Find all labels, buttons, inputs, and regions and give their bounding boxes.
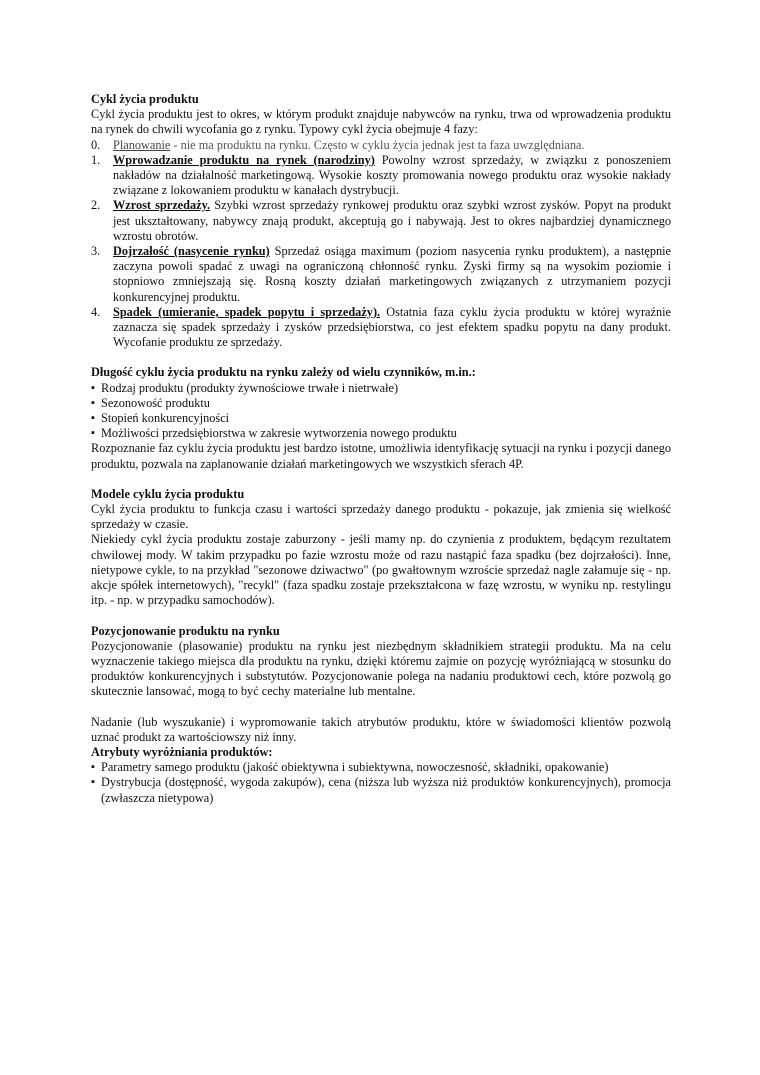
spacer — [91, 472, 671, 487]
phase-label: Planowanie — [113, 137, 171, 152]
list-item: ▪ Stopień konkurencyjności — [91, 411, 671, 426]
list-item: ▪ Możliwości przedsiębiorstwa w zakresie wytworzenia nowego produktu — [91, 426, 671, 441]
phase-item — [91, 138, 671, 153]
attribute-list — [91, 760, 671, 806]
phase-label: Wprowadzanie produktu na rynek (narodziny) — [113, 152, 375, 167]
phase-number: 2. — [91, 198, 101, 213]
phase-text: Sprzedaż osiąga maximum (poziom nasycenia rynku produktem), a następnie zaczyna powoli spadać z uwagi na ograniczoną chłonność rynku. Zyski firmy są na wysokim poziomie i stopniowo zmniejszają się. Rosną koszty działań marketingowych związanych z utrzymaniem pozycji konkurencyjnej produktu. — [113, 244, 671, 304]
lifecycle-intro: Cykl życia produktu jest to okres, w którym produkt znajduje nabywców na rynku, trwa od wprowadzenia produktu na rynek do chwili wycofania go z rynku. Typowy cykl życia obejmuje 4 fazy: — [91, 107, 671, 137]
phase-text: - nie ma produktu na rynku. Często w cyklu życia jednak jest ta faza uwzględniana. — [170, 137, 585, 152]
phase-number: 1. — [91, 152, 101, 167]
list-item: ▪ Rodzaj produktu (produkty żywnościowe trwałe i nietrwałe) — [91, 381, 671, 396]
section-title-positioning: Pozycjonowanie produktu na rynku — [91, 623, 280, 638]
list-item: ▪ Sezonowość produktu — [91, 396, 671, 411]
phase-list — [91, 138, 671, 351]
section-title-models: Modele cyklu życia produktu — [91, 486, 245, 501]
attributes-title: Atrybuty wyróżniania produktów: — [91, 744, 273, 759]
phase-label: Dojrzałość (nasycenie rynku) — [113, 244, 270, 259]
section-title-factors: Długość cyklu życia produktu na rynku zależy od wielu czynników, m.in.: — [91, 365, 476, 380]
positioning-paragraph-1: Pozycjonowanie (plasowanie) produktu na rynku jest niezbędnym składnikiem strategii produktu. Ma na celu wyznaczenie takiego miejsca dla produktu na rynku, dzięki któremu zajmie on pozycję wyróżniającą w stosunku do produktów konkurencyjnych i substytutów. Pozycjonowanie polega na nadaniu produktowi cech, które pozwolą go skutecznie lansować, mogą to być cechy materialne lub mentalne. — [91, 638, 671, 699]
factor-list — [91, 381, 671, 442]
phase-number: 4. — [91, 304, 101, 319]
phase-text: Szybki wzrost sprzedaży rynkowej produktu oraz szybki wzrost zysków. Popyt na produkt jest ukształtowany, nabywcy znają produkt, akceptują go i nabywają. Jest to okres najbardziej dynamicznego wzrostu obrotów. — [113, 198, 671, 243]
positioning-paragraph-2: Nadanie (lub wyszukanie) i wypromowanie takich atrybutów produktu, które w świadomości klientów pozwolą uznać produkt za wartościowszy niż inny. — [91, 714, 671, 744]
phase-label: Spadek (umieranie, spadek popytu i sprzedaży). — [113, 304, 381, 319]
document-page — [91, 92, 671, 806]
phase-text: Powolny wzrost sprzedaży, w związku z ponoszeniem nakładów na działalność marketingową. Wysokie koszty promowania nowego produktu oraz wysokie nakłady związane z lokowaniem produktu w kanałach dystrybucji. — [113, 152, 672, 198]
list-item: ▪ Parametry samego produktu (jakość obiektywna i subiektywna, nowoczesność, składniki, opakowanie) — [91, 760, 671, 775]
phase-item — [91, 244, 671, 305]
phase-number: 3. — [91, 244, 101, 259]
spacer — [91, 350, 671, 365]
spacer — [91, 700, 671, 715]
factors-summary: Rozpoznanie faz cyklu życia produktu jest bardzo istotne, umożliwia identyfikację sytuacji na rynku i pozycji danego produktu, pozwala na zaplanowanie działań marketingowych we wszystkich sferach 4P. — [91, 441, 671, 471]
models-paragraph-2: Niekiedy cykl życia produktu zostaje zaburzony - jeśli mamy np. do czynienia z produktem, będącym rezultatem chwilowej mody. W takim przypadku po fazie wzrostu może od razu nastąpić faza spadku (bez dojrzałości). Inne, nietypowe cykle, to na przykład "sezonowe dziwactwo" (po gwałtownym wzroście sprzedaż nagle załamuje się - np. akcje spółek internetowych), "recykl" (faza spadku zostaje przekształcona w fazę wzrostu, w wyniku np. restylingu itp. - np. w przypadku samochodów). — [91, 532, 671, 608]
phase-item — [91, 198, 671, 244]
list-item: ▪ Dystrybucja (dostępność, wygoda zakupów), cena (niższa lub wyższa niż produktów konkurencyjnych), promocja (zwłaszcza nietypowa) — [91, 775, 671, 805]
phase-number: 0. — [91, 137, 101, 152]
phase-item — [91, 305, 671, 351]
spacer — [91, 609, 671, 624]
phase-label: Wzrost sprzedaży. — [113, 198, 211, 213]
phase-item — [91, 153, 671, 199]
section-title-lifecycle: Cykl życia produktu — [91, 92, 199, 106]
models-paragraph-1: Cykl życia produktu to funkcja czasu i wartości sprzedaży danego produktu - pokazuje, jak zmienia się wielkość sprzedaży w czasie. — [91, 502, 671, 532]
phase-text: Ostatnia faza cyklu życia produktu w której wyraźnie zaznacza się spadek sprzedaży i zysków przedsiębiorstwa, co jest efektem spadku popytu na dany produkt. Wycofanie produktu ze sprzedaży. — [113, 304, 671, 350]
